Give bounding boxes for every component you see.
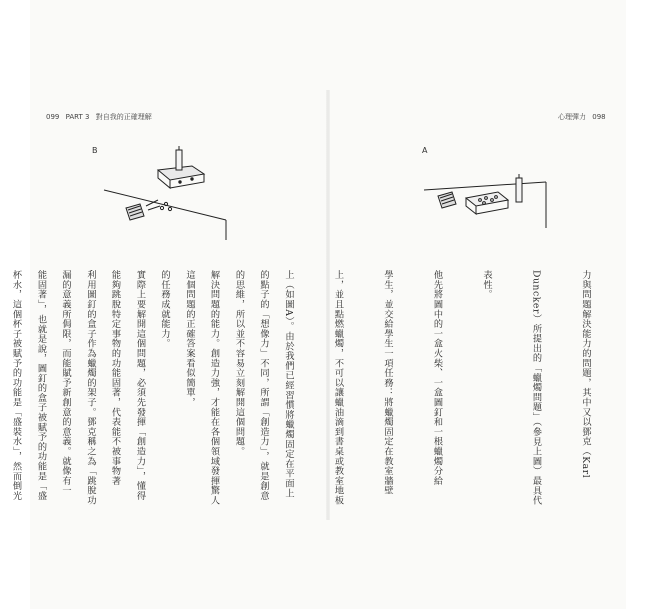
page-number-right: 098 <box>592 113 606 121</box>
page-number-left: 099 <box>46 113 60 121</box>
figure-b-illustration <box>100 148 230 248</box>
text-line: 他先將圖中的一盒火柴、一盒圖釘和一根蠟燭分給 <box>431 270 443 486</box>
text-line: 漏的意義所侷限，而能賦予新創意的意義。就像有一 <box>60 270 71 496</box>
chapter-title: 對自我的正確理解 <box>95 113 152 121</box>
candle <box>176 150 182 170</box>
text-line: 能夠跳脫特定事物的功能固著，代表能不被事物著 <box>109 270 121 486</box>
text-line: 力與問題解決能力的問題，其中又以鄧克（Karl <box>580 270 591 479</box>
table-edge <box>424 182 546 190</box>
text-line: 的點子的「想像力」不同，所謂「創造力」，就是創意 <box>258 270 269 501</box>
matchbox <box>438 192 456 208</box>
running-head-right <box>558 112 610 122</box>
text-line: 上（如圖A）。由於我們已經習慣將蠟燭固定在平面上 <box>283 270 294 499</box>
figure-a-label: A <box>422 146 428 155</box>
text-line: 學生，並交給學生一項任務：將蠟燭固定在教室牆壁 <box>382 270 393 496</box>
candle <box>516 178 522 202</box>
text-line: 這個問題的正確答案看似簡單， <box>184 270 195 408</box>
figure-a-illustration <box>420 148 550 248</box>
book-title: 心理彈力 <box>558 113 586 121</box>
text-line: 利用圖釘的盒子作為蠟燭的架子。鄧克稱之為「跳脫功 <box>85 270 96 506</box>
running-head-left <box>46 112 152 122</box>
text-line: 表性。 <box>481 270 492 300</box>
matchbox <box>126 204 144 220</box>
part-label: PART 3 <box>65 113 90 121</box>
text-line: 實際上要解開這個問題，必須先發揮「創造力」，懂得 <box>134 270 146 501</box>
text-line: 的任務成就能力。 <box>159 270 170 349</box>
figure-b-label: B <box>92 146 98 155</box>
text-line: Duncker）所提出的「蠟燭問題」（參見上圖）最具代 <box>530 270 542 506</box>
text-line: 杯水，這個杯子被賦予的功能是「盛裝水」，然而倒光 <box>10 270 22 501</box>
text-line: 能固著」，也就是說，圖釘的盒子被賦予的功能是「盛 <box>35 270 47 501</box>
text-line: 解決問題的能力。創造力強，才能在各個領域發揮驚人 <box>208 270 220 506</box>
text-line: 的思維，所以並不容易立刻解開這個問題。 <box>233 270 245 457</box>
text-line: 上，並且點燃蠟燭，不可以讓蠟油滴到書桌或教室地板 <box>332 270 344 506</box>
